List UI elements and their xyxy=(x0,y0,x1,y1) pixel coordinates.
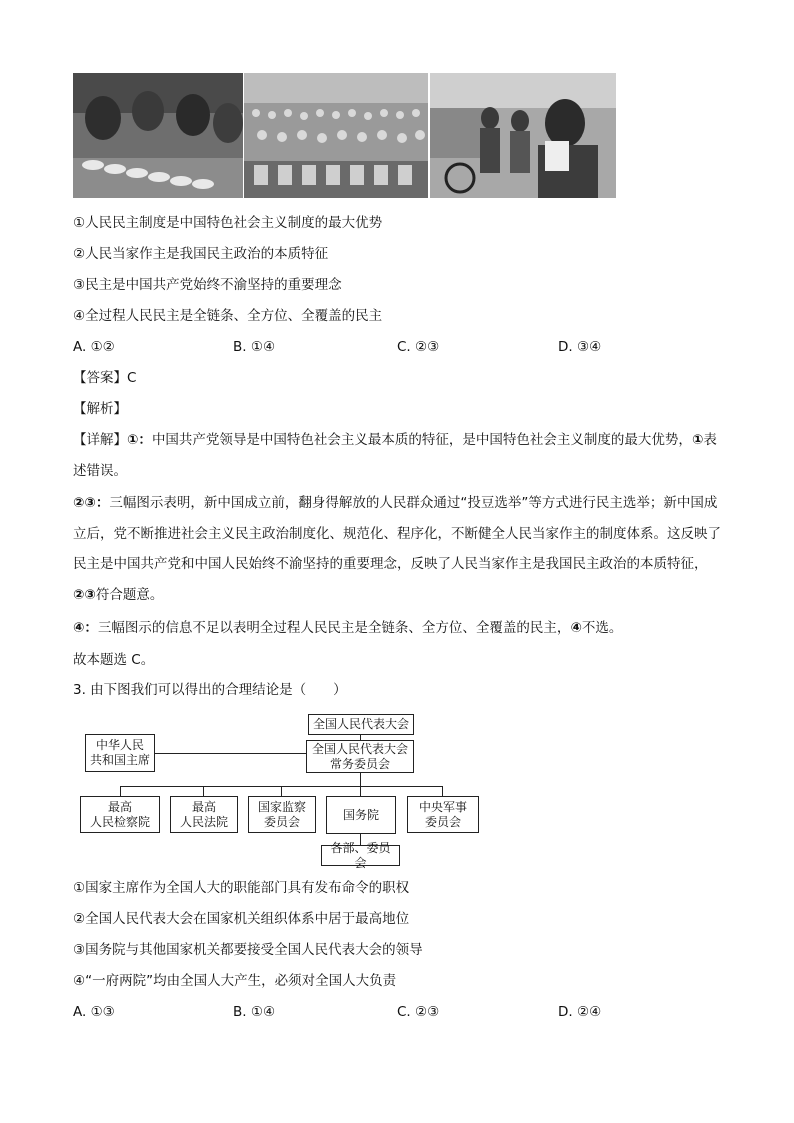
detail-1-lead: ①： xyxy=(127,432,152,448)
photo-bean-voting xyxy=(73,73,243,198)
detail-1-text: 中国共产党领导是中国特色社会主义最本质的特征，是中国特色社会主义制度的最大优势， xyxy=(151,432,692,448)
answer-tag: 【答案】 xyxy=(73,370,127,386)
detail-3-lead: ④： xyxy=(73,620,98,636)
q2-choice-d: D. ③④ xyxy=(558,339,602,355)
q2-option-1: ①人民民主制度是中国特色社会主义制度的最大优势 xyxy=(73,215,383,231)
detail-1-end: 表述错误。 xyxy=(73,432,717,479)
box-npc: 全国人民代表大会 xyxy=(308,714,414,735)
detail-2-text: 三幅图示表明，新中国成立前，翻身得解放的人民群众通过“投豆选举”等方式进行民主选举；新中国成立后，党不断推进社会主义民主政治制度化、规范化、程序化，不断健全人民当家作主的制度体系。这反映了民主是中国共产党和中国人民始终不渝坚持的重要理念，反映了人民当家作主是我国民主政治的本质特征， xyxy=(73,495,721,572)
q3-choice-a: A. ①③ xyxy=(73,1004,115,1020)
q2-answer xyxy=(73,368,136,388)
box-court: 最高 人民法院 xyxy=(170,796,238,833)
box-state-council: 国务院 xyxy=(326,796,396,834)
q2-choice-c: C. ②③ xyxy=(397,339,440,355)
connector-president xyxy=(154,753,307,754)
connector-standing-down xyxy=(360,772,361,786)
q2-option-4: ④全过程人民民主是全链条、全方位、全覆盖的民主 xyxy=(73,308,383,324)
q3-choice-b: B. ①④ xyxy=(233,1004,276,1020)
answer-value: C xyxy=(127,370,137,386)
q2-conclusion: 故本题选 C。 xyxy=(73,652,155,668)
detail-3-text: 三幅图示的信息不足以表明全过程人民民主是全链条、全方位、全覆盖的民主， xyxy=(97,620,571,636)
detail-tag: 【详解】 xyxy=(73,432,127,448)
photo-voter-card xyxy=(430,73,616,198)
detail-1-end-lead: ① xyxy=(691,432,704,448)
q3-option-2: ②全国人民代表大会在国家机关组织体系中居于最高地位 xyxy=(73,911,410,927)
box-president: 中华人民 共和国主席 xyxy=(85,734,155,772)
box-ministries: 各部、委员会 xyxy=(321,845,400,866)
q2-option-3: ③民主是中国共产党始终不渝坚持的重要理念 xyxy=(73,277,342,293)
box-standing-committee: 全国人民代表大会 常务委员会 xyxy=(306,740,414,773)
detail-2-lead: ②③： xyxy=(73,495,110,511)
q2-choice-a: A. ①② xyxy=(73,339,115,355)
q3-choice-d: D. ②④ xyxy=(558,1004,602,1020)
q3-option-4: ④“一府两院”均由全国人大产生，必须对全国人大负责 xyxy=(73,973,397,989)
photo-congress-voting xyxy=(244,73,428,198)
q3-option-1: ①国家主席作为全国人大的职能部门具有发布命令的职权 xyxy=(73,880,410,896)
detail-2-end: 符合题意。 xyxy=(95,586,164,603)
q2-choice-b: B. ①④ xyxy=(233,339,276,355)
detail-3-end: 不选。 xyxy=(581,620,623,636)
q3-stem: 3. 由下图我们可以得出的合理结论是（ ） xyxy=(73,682,347,698)
box-supervision: 国家监察 委员会 xyxy=(248,796,316,833)
box-procuratorate: 最高 人民检察院 xyxy=(80,796,160,833)
q2-detail-3 xyxy=(73,613,728,644)
box-military-commission: 中央军事 委员会 xyxy=(407,796,479,833)
detail-2-end-lead: ②③ xyxy=(73,586,96,603)
q2-option-2: ②人民当家作主是我国民主政治的本质特征 xyxy=(73,246,329,262)
q2-detail-2 xyxy=(73,488,728,610)
q2-detail-1 xyxy=(73,425,728,486)
q3-option-3: ③国务院与其他国家机关都要接受全国人民代表大会的领导 xyxy=(73,942,423,958)
detail-3-end-lead: ④ xyxy=(570,620,582,636)
q2-analysis-tag: 【解析】 xyxy=(73,401,127,417)
q3-choice-c: C. ②③ xyxy=(397,1004,440,1020)
